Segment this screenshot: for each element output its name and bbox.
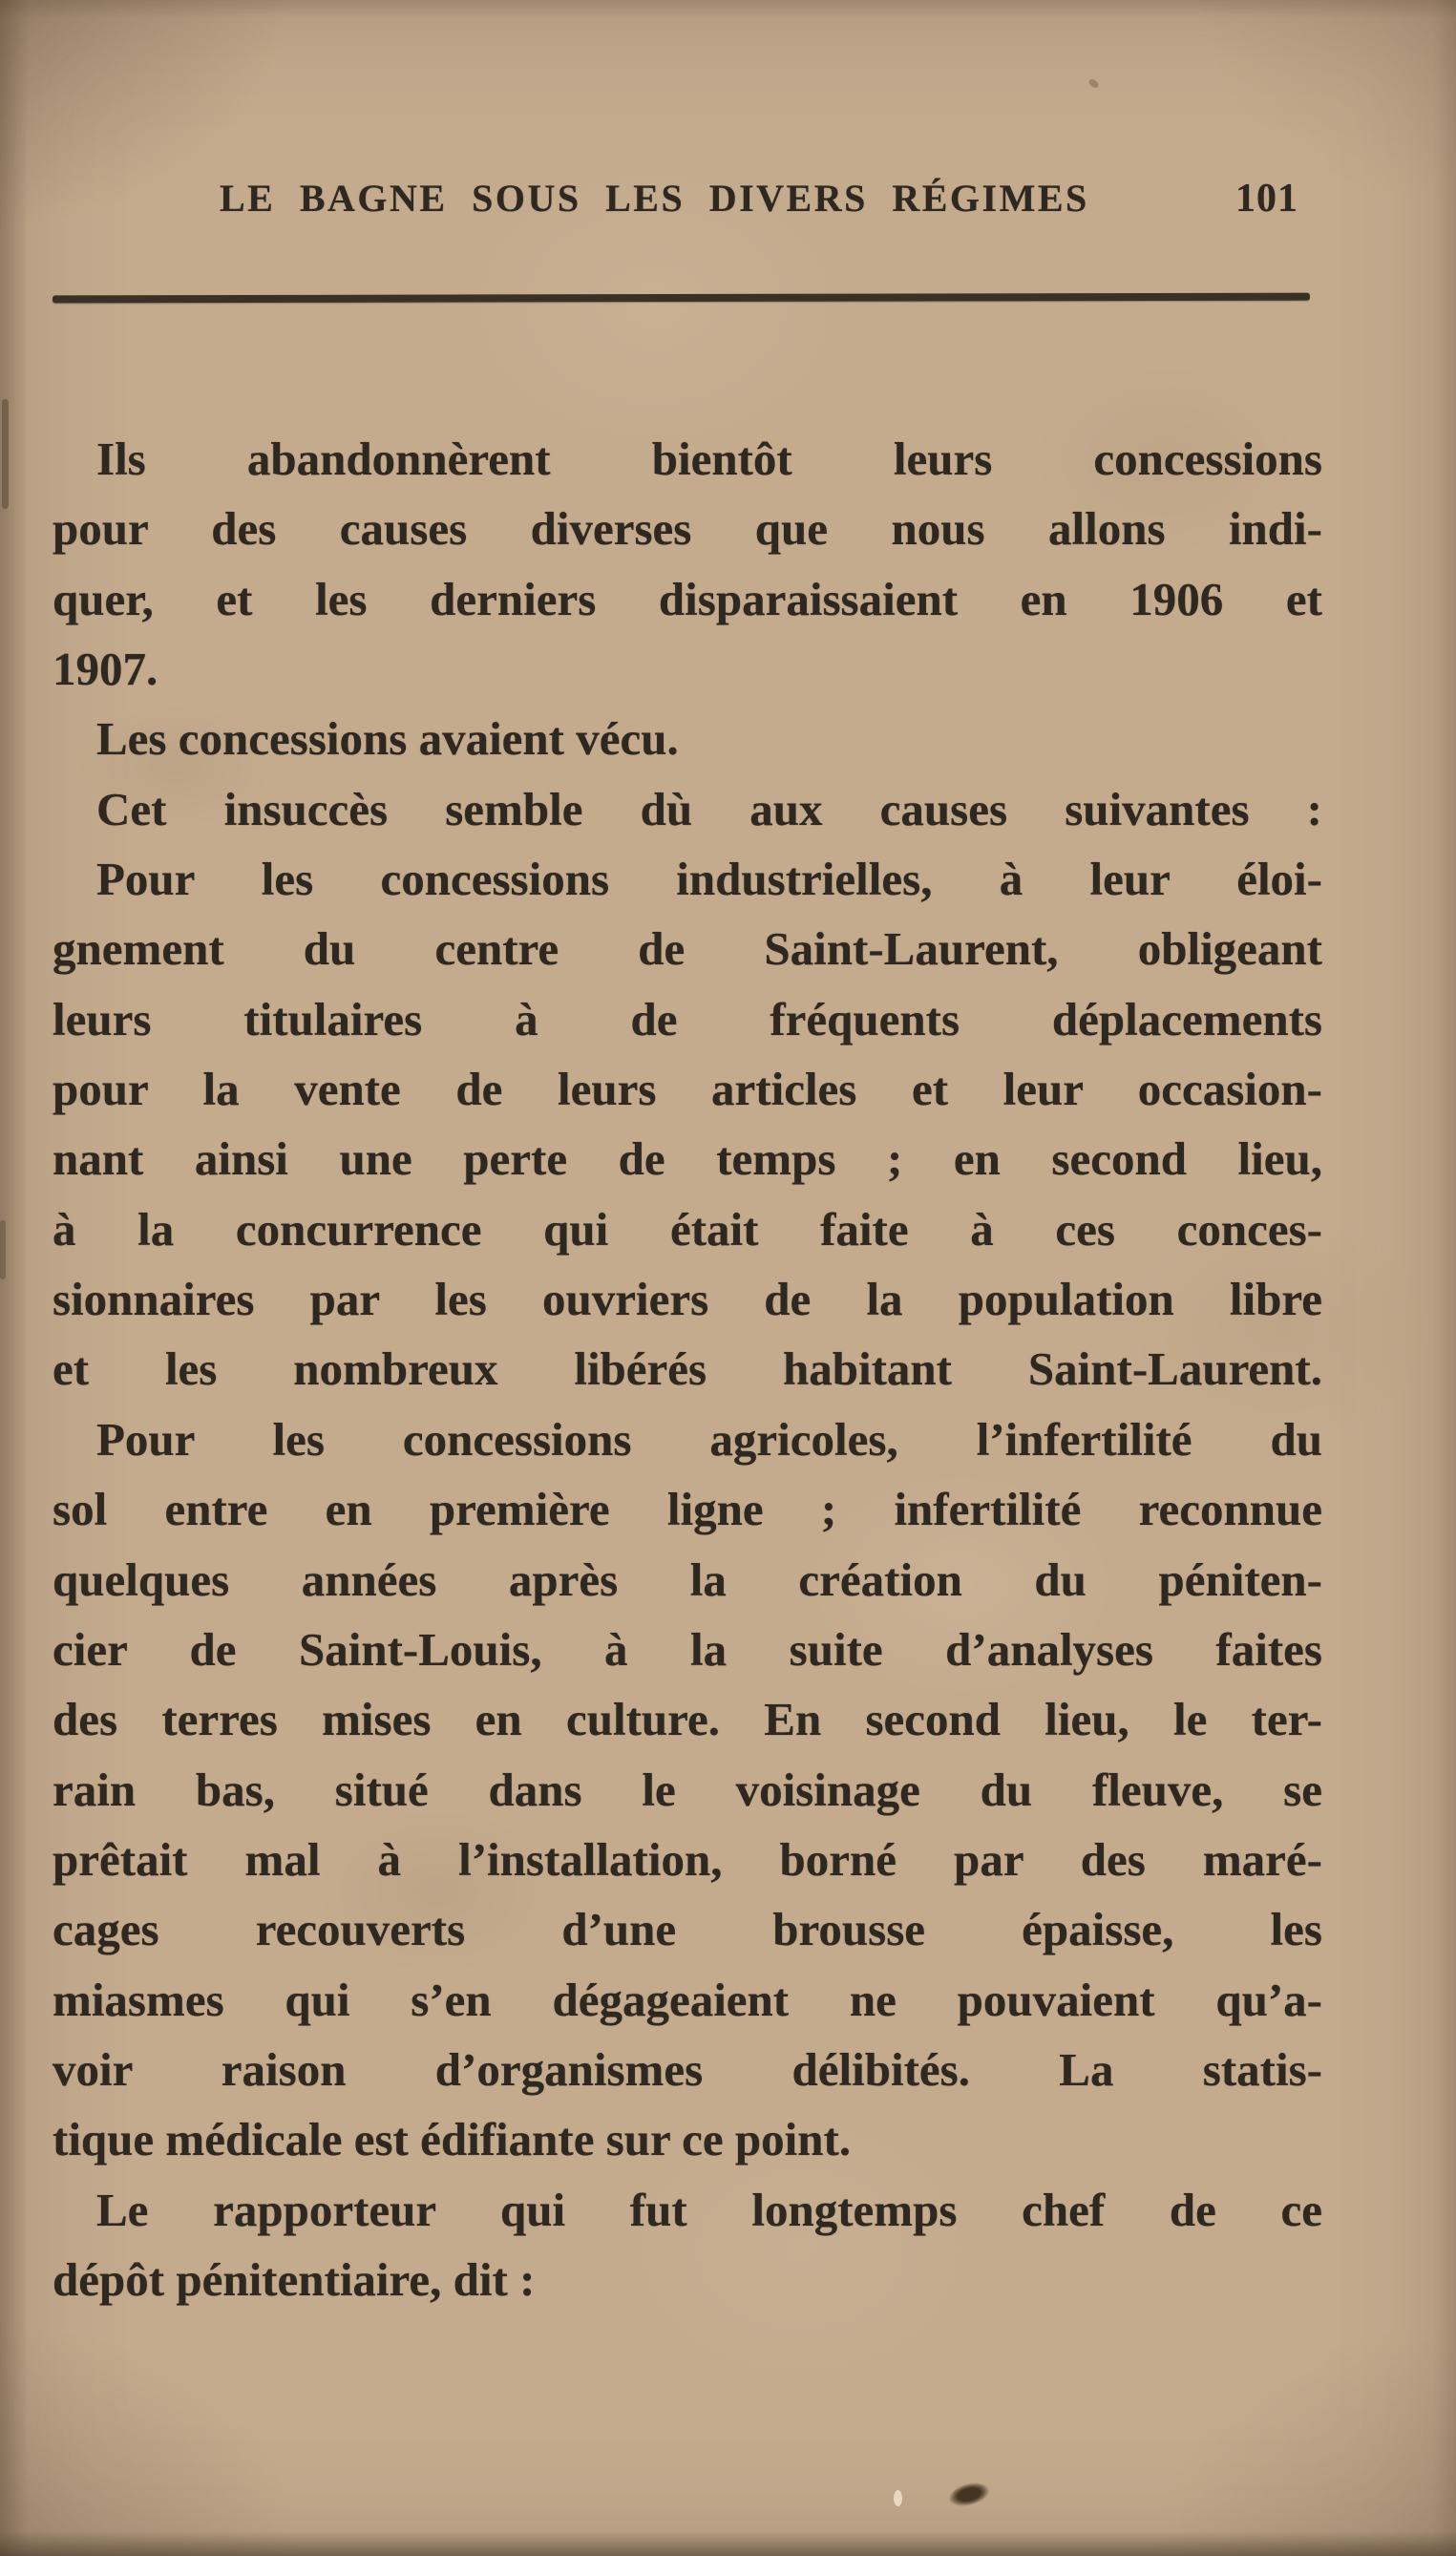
paragraph (53, 704, 1322, 773)
text-line: cages recouverts d’une brousse épaisse, les (53, 1903, 1322, 1956)
text-line: rain bas, situé dans le voisinage du fleuve, se (53, 1763, 1322, 1816)
paragraph (53, 2175, 1322, 2315)
paragraph (53, 774, 1322, 844)
text-line: Ils abandonnèrent bientôt leurs concessions (96, 433, 1322, 485)
paragraph (53, 844, 1322, 1405)
text-line: voir raison d’organismes délibités. La statis- (53, 2042, 1322, 2096)
text-line: des terres mises en culture. En second lieu, le ter- (53, 1693, 1322, 1746)
ink-blot (946, 2479, 992, 2510)
divider-rule (53, 293, 1310, 304)
text-line: Pour les concessions industrielles, à leur éloi- (96, 853, 1322, 906)
text-line: pour la vente de leurs articles et leur occasion- (53, 1063, 1322, 1116)
text-line: Pour les concessions agricoles, l’infertilité du (96, 1412, 1322, 1466)
edge-ink-streak (2, 399, 9, 509)
running-title: LE BAGNE SOUS LES DIVERS RÉGIMES (220, 177, 1089, 220)
text-block (53, 424, 1322, 2314)
text-line: à la concurrence qui était faite à ces conces- (53, 1202, 1322, 1256)
text-line: 1907. (53, 643, 158, 696)
text-line: miasmes qui s’en dégageaient ne pouvaient qu’a- (53, 1973, 1322, 2026)
text-line: Le rapporteur qui fut longtemps chef de ce (96, 2183, 1322, 2236)
text-line: dépôt pénitentiaire, dit : (53, 2252, 536, 2306)
text-line: Les concessions avaient vécu. (96, 712, 679, 766)
text-line: Cet insuccès semble dù aux causes suivantes : (96, 782, 1322, 835)
page-number: 101 (1235, 177, 1298, 221)
text-line: cier de Saint-Louis, à la suite d’analyses faites (53, 1622, 1322, 1676)
text-line: pour des causes diverses que nous allons indi- (53, 502, 1322, 556)
paper-speck (1087, 77, 1100, 89)
page-header (220, 176, 1298, 222)
edge-ink-streak (0, 1220, 6, 1279)
paragraph (53, 424, 1322, 704)
text-line: nant ainsi une perte de temps ; en second lieu, (53, 1132, 1322, 1186)
text-line: leurs titulaires à de fréquents déplacements (53, 992, 1322, 1046)
text-line: gnement du centre de Saint-Laurent, obligeant (53, 922, 1322, 976)
text-line: sionnaires par les ouvriers de la population libre (53, 1273, 1322, 1326)
paragraph (53, 1405, 1322, 2175)
text-line: prêtait mal à l’installation, borné par des maré- (53, 1832, 1322, 1886)
text-line: quer, et les derniers disparaissaient en 1906 et (53, 572, 1322, 625)
text-line: tique médicale est édifiante sur ce point. (53, 2113, 852, 2166)
text-line: quelques années après la création du péniten- (53, 1553, 1322, 1606)
paper-speck (894, 2490, 902, 2506)
text-line: sol entre en première ligne ; infertilité reconnue (53, 1483, 1322, 1536)
text-line: et les nombreux libérés habitant Saint-Laurent. (53, 1342, 1322, 1396)
